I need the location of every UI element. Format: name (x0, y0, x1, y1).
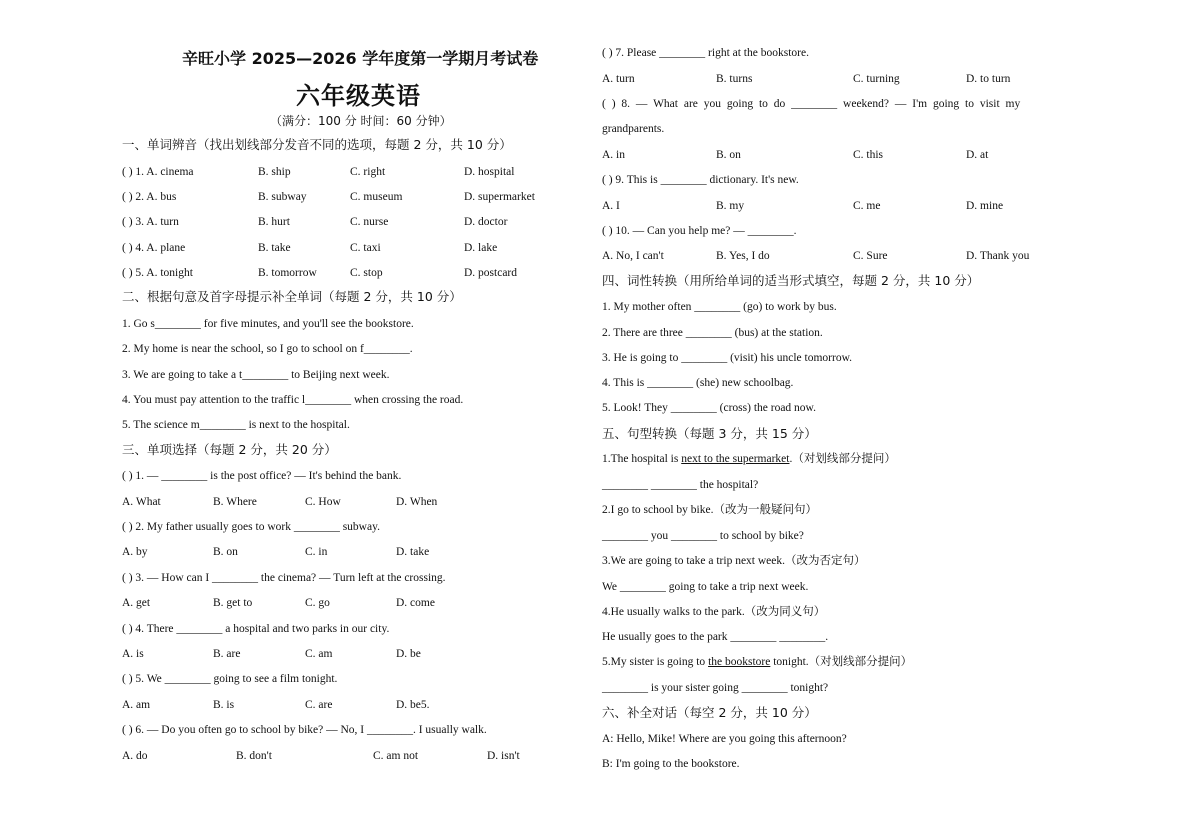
fill-question: 5. The science m________ is next to the hospital. (122, 419, 350, 431)
question-stem: ( ) 3. A. turn (122, 216, 179, 228)
option-b: B. get to (213, 597, 253, 609)
exam-subtitle: 六年级英语 (296, 82, 421, 110)
option-a: A. What (122, 496, 161, 508)
option-c: C. nurse (350, 216, 389, 228)
word-form-question: 1. My mother often ________ (go) to work by bus. (602, 301, 837, 313)
option-c: C. museum (350, 191, 403, 203)
option-d: D. doctor (464, 216, 508, 228)
question-stem: ( ) 9. This is ________ dictionary. It's new. (602, 174, 799, 186)
option-b: B. subway (258, 191, 307, 203)
dialogue-line: B: I'm going to the bookstore. (602, 758, 740, 770)
option-d: D. at (966, 149, 989, 161)
question-stem: ( ) 1. — ________ is the post office? — It's behind the bank. (122, 470, 402, 482)
option-d: D. When (396, 496, 438, 508)
underlined-part: next to the supermarket (681, 453, 790, 465)
fill-question: 2. My home is near the school, so I go to school on f________. (122, 343, 413, 355)
option-c: C. Sure (853, 250, 888, 262)
option-c: C. in (305, 546, 328, 558)
section-4-heading: 四、词性转换（用所给单词的适当形式填空，每题 2 分，共 10 分） (602, 273, 980, 288)
option-a: A. by (122, 546, 148, 558)
option-a: A. I (602, 200, 620, 212)
question-stem: ( ) 7. Please ________ right at the bookstore. (602, 47, 809, 59)
option-d: D. be5. (396, 699, 430, 711)
question-stem: 4.He usually walks to the park.（改为同义句） (602, 606, 826, 618)
option-b: B. tomorrow (258, 267, 317, 279)
option-b: B. on (716, 149, 741, 161)
option-d: D. mine (966, 200, 1004, 212)
question-stem: ( ) 5. We ________ going to see a film tonight. (122, 673, 338, 685)
question-stem: ( ) 4. There ________ a hospital and two parks in our city. (122, 623, 390, 635)
fill-question: 3. We are going to take a t________ to Beijing next week. (122, 369, 390, 381)
option-a: A. in (602, 149, 625, 161)
option-b: B. my (716, 200, 745, 212)
option-b: B. turns (716, 73, 753, 85)
option-c: C. go (305, 597, 330, 609)
option-c: C. am not (373, 750, 419, 762)
question-stem: ( ) 10. — Can you help me? — ________. (602, 225, 797, 237)
section-3-heading: 三、单项选择（每题 2 分，共 20 分） (122, 442, 337, 457)
answer-line: ________ you ________ to school by bike? (602, 530, 804, 542)
option-d: D. come (396, 597, 435, 609)
option-b: B. Where (213, 496, 257, 508)
option-b: B. Yes, I do (716, 250, 770, 262)
option-a: A. get (122, 597, 151, 609)
option-c: C. this (853, 149, 884, 161)
question-stem: ( ) 6. — Do you often go to school by bike? — No, I ________. I usually walk. (122, 724, 487, 736)
option-a: A. is (122, 648, 144, 660)
question-stem: 1.The hospital is next to the supermarket.（对划线部分提问） (602, 453, 896, 465)
option-b: B. take (258, 242, 291, 254)
answer-line: ________ ________ the hospital? (602, 479, 759, 491)
option-d: D. isn't (487, 750, 520, 762)
option-a: A. turn (602, 73, 635, 85)
answer-line: He usually goes to the park ________ ________. (602, 631, 829, 643)
option-c: C. turning (853, 73, 900, 85)
word-form-question: 2. There are three ________ (bus) at the station. (602, 327, 823, 339)
question-stem: ( ) 8. — What are you going to do ________ weekend? — I'm going to visit my (602, 98, 1021, 110)
question-stem-continued: grandparents. (602, 123, 665, 135)
score-info: （满分：100 分 时间：60 分钟） (270, 114, 452, 128)
option-c: C. taxi (350, 242, 381, 254)
option-b: B. are (213, 648, 241, 660)
underlined-part: the bookstore (708, 656, 771, 668)
section-1-heading: 一、单词辨音（找出划线部分发音不同的选项，每题 2 分，共 10 分） (122, 137, 512, 152)
option-b: B. on (213, 546, 238, 558)
option-d: D. to turn (966, 73, 1011, 85)
option-d: D. supermarket (464, 191, 535, 203)
question-stem: 5.My sister is going to the bookstore tonight.（对划线部分提问） (602, 656, 913, 668)
question-stem: ( ) 4. A. plane (122, 242, 186, 254)
question-stem: ( ) 1. A. cinema (122, 166, 194, 178)
question-stem: ( ) 2. A. bus (122, 191, 177, 203)
exam-title: 辛旺小学 2025—2026 学年度第一学期月考试卷 (182, 49, 539, 68)
section-2-heading: 二、根据句意及首字母提示补全单词（每题 2 分，共 10 分） (122, 289, 462, 304)
option-b: B. is (213, 699, 235, 711)
option-a: A. am (122, 699, 151, 711)
option-d: D. Thank you (966, 250, 1030, 262)
option-c: C. me (853, 200, 881, 212)
question-stem: ( ) 3. — How can I ________ the cinema? — Turn left at the crossing. (122, 572, 446, 584)
question-stem: 3.We are going to take a trip next week.（改为否定句） (602, 555, 866, 567)
option-d: D. postcard (464, 267, 518, 279)
option-a: A. No, I can't (602, 250, 664, 262)
answer-line: ________ is your sister going ________ tonight? (602, 682, 829, 694)
answer-line: We ________ going to take a trip next week. (602, 581, 809, 593)
option-c: C. am (305, 648, 333, 660)
option-c: C. right (350, 166, 386, 178)
section-5-heading: 五、句型转换（每题 3 分，共 15 分） (602, 426, 817, 441)
question-stem: ( ) 2. My father usually goes to work ________ subway. (122, 521, 380, 533)
option-c: C. are (305, 699, 333, 711)
option-d: D. hospital (464, 166, 515, 178)
word-form-question: 4. This is ________ (she) new schoolbag. (602, 377, 794, 389)
option-c: C. stop (350, 267, 383, 279)
dialogue-line: A: Hello, Mike! Where are you going this afternoon? (602, 733, 847, 745)
fill-question: 1. Go s________ for five minutes, and you'll see the bookstore. (122, 318, 414, 330)
option-b: B. hurt (258, 216, 290, 228)
option-d: D. take (396, 546, 430, 558)
option-d: D. lake (464, 242, 498, 254)
section-6-heading: 六、补全对话（每空 2 分，共 10 分） (602, 705, 817, 720)
option-a: A. do (122, 750, 148, 762)
question-stem: ( ) 5. A. tonight (122, 267, 193, 279)
option-b: B. don't (236, 750, 272, 762)
fill-question: 4. You must pay attention to the traffic l________ when crossing the road. (122, 394, 464, 406)
word-form-question: 5. Look! They ________ (cross) the road now. (602, 402, 816, 414)
word-form-question: 3. He is going to ________ (visit) his uncle tomorrow. (602, 352, 852, 364)
option-c: C. How (305, 496, 341, 508)
option-b: B. ship (258, 166, 291, 178)
option-d: D. be (396, 648, 421, 660)
question-stem: 2.I go to school by bike.（改为一般疑问句） (602, 504, 817, 516)
